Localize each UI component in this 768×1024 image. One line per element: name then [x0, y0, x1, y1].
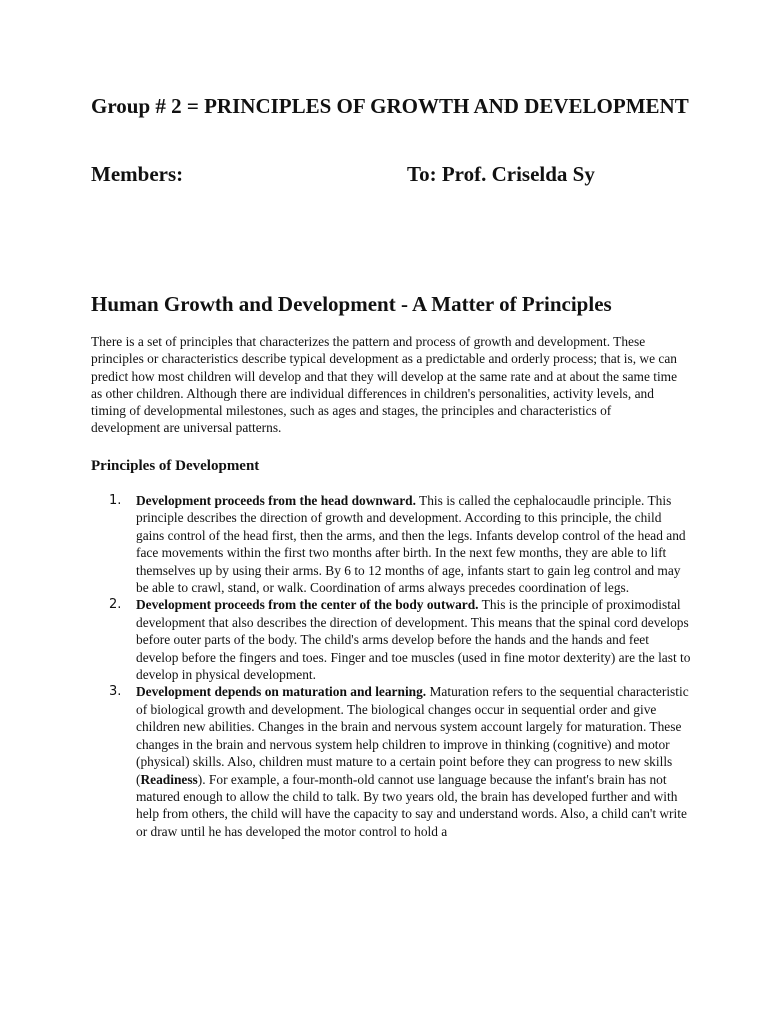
- group-number: 2: [171, 94, 182, 118]
- group-prefix: Group #: [91, 94, 172, 118]
- list-marker: 3.: [109, 684, 122, 700]
- principle-body-continued: ). For example, a four-month-old cannot use language because the infant's brain has not matured enough to allow the child to talk. By two years old, the brain has developed further and with help from others, the child will have the capacity to say and understand words. Also, a child can't write or draw until he has developed the motor control to hold a: [136, 771, 687, 839]
- list-marker: 1.: [109, 493, 122, 508]
- principle-body: Maturation refers to the sequential characteristic of biological growth and development. The biological changes occur in sequential order and give children new abilities. Changes in the brain and nervous system account largely for maturation. These changes in the brain and nervous system help children to improve in thinking (cognitive) and motor (physical) skills. Also, children must mature to a certain point before they can progress to new skills (: [136, 684, 689, 787]
- intro-paragraph: There is a set of principles that characterizes the pattern and process of growth and development. These principles or characteristics describe typical development as a predictable and orderly process; that is, we can predict how most children will develop and that they will develop at the same rate and at about the same time as other children. Although there are individual differences in children's personalities, activity levels, and timing of developmental milestones, such as ages and stages, the principles and characteristics of development are universal patterns.: [91, 334, 678, 436]
- section-title: Human Growth and Development - A Matter of Principles: [91, 292, 612, 316]
- principle-lead: Development proceeds from the center of the body outward.: [136, 597, 479, 613]
- principles-subheading: Principles of Development: [91, 458, 260, 474]
- principle-body: This is the principle of proximodistal development that also describes the direction of development. This means that the spinal cord develops before outer parts of the body. The child's arms develop before the hands and the hands and feet develop before the fingers and toes. Finger and toe muscles (used in fine motor dexterity) are the last to develop in physical development.: [136, 597, 691, 683]
- principle-lead: Development proceeds from the head downward.: [136, 493, 416, 508]
- principle-item-3: [91, 683, 691, 840]
- principle-item-2: [91, 596, 691, 683]
- principle-lead: Development depends on maturation and learning.: [136, 684, 427, 700]
- principles-list: [91, 492, 691, 840]
- principle-body: This is called the cephalocaudle principle. This principle describes the direction of growth and development. According to this principle, the child gains control of the head first, then the arms, and then the legs. Infants develop control of the head and face movements within the first two months after birth. In the next few months, they are able to lift themselves up by using their arms. By 6 to 12 months of age, infants start to gain leg control and may be able to crawl, stand, or walk. Coordination of arms always precedes coordination of legs.: [136, 493, 686, 596]
- recipient-label: To: Prof. Criselda Sy: [407, 162, 595, 186]
- list-marker: 2.: [109, 597, 122, 613]
- members-label: Members:: [91, 162, 184, 186]
- group-title: [91, 93, 711, 119]
- group-title-text: = PRINCIPLES OF GROWTH AND DEVELOPMENT: [181, 94, 689, 118]
- principle-item-1: [91, 492, 691, 596]
- readiness-term: Readiness: [140, 771, 198, 787]
- members-row: [91, 161, 711, 189]
